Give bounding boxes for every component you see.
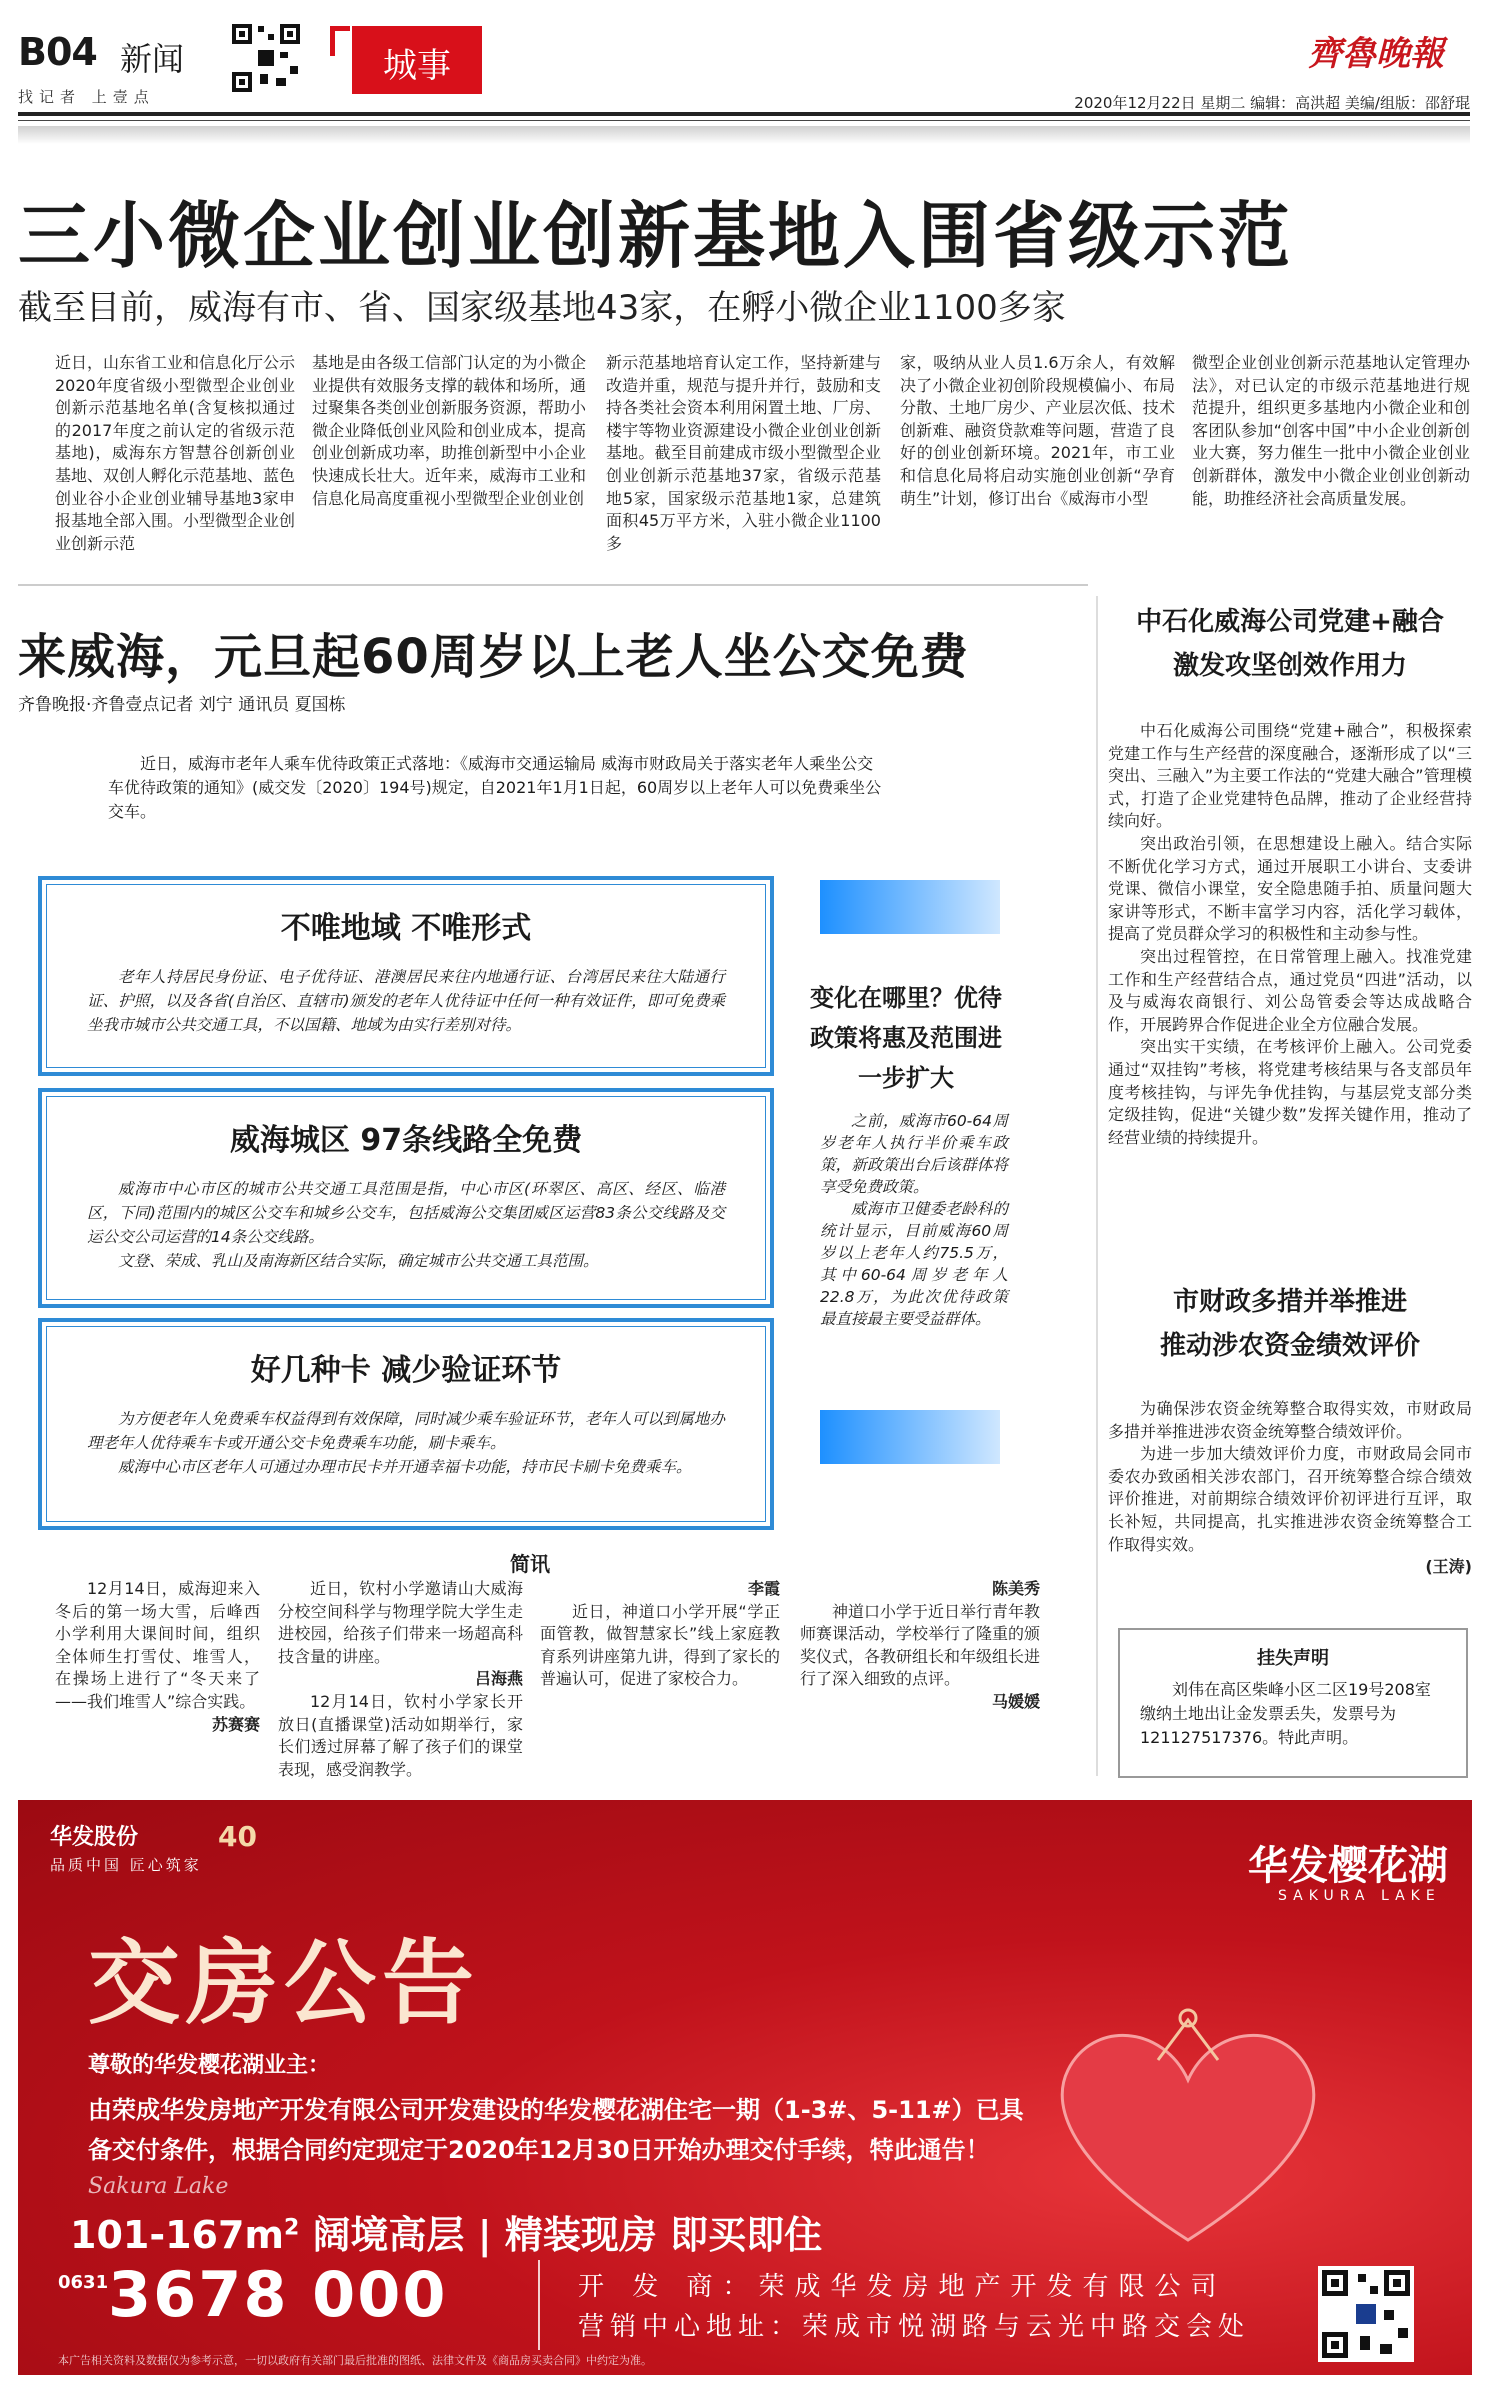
info-box-2-text: 威海市中心市区的城市公共交通工具范围是指，中心市区(环翠区、高区、经区、临港区，下同)范围内的城区公交车和城乡公交车，包括威海公交集团威区运营83条公交线路及交运公交公司运营的14条公交线路。 bbox=[87, 1180, 725, 1246]
story2-headline: 来威海，元旦起60周岁以上老人坐公交免费 bbox=[18, 629, 969, 685]
story1-col-4: 家，吸纳从业人员1.6万余人，有效解决了小微企业初创阶段规模偏小、布局分散、土地厂房少、产业层次低、技术创新难、融资贷款难等问题，营造了良好的创业创新环境。2021年，市工业和信息化局将启动实施创业创新“孕育萌生”计划，修订出台《威海市小型 bbox=[900, 353, 1175, 508]
ad-divider bbox=[538, 2260, 540, 2350]
newspaper-logo: 齊魯晚報 bbox=[1308, 34, 1444, 74]
story4-title-1: 市财政多措并举推进 bbox=[1172, 1287, 1407, 1317]
header-rule bbox=[18, 112, 1470, 116]
side-question: 变化在哪里？优待政策将惠及范围进一步扩大 bbox=[810, 984, 1002, 1092]
ad-project-name: 华发樱花湖 bbox=[1248, 1843, 1448, 1889]
story3-title-1: 中石化威海公司党建+融合 bbox=[1136, 607, 1444, 637]
story3-title-2: 激发攻坚创效作用力 bbox=[1172, 651, 1407, 681]
brief-item-4 bbox=[800, 1578, 1040, 1788]
story3-para-4: 突出实干实绩，在考核评价上融入。公司党委通过“双挂钩”考核，将党建考核结果与各支部员年度考核挂钩，与评先争优挂钩，与基层党支部分类定级挂钩，促进“关键少数”发挥关键作用，推动了经营业绩的持续提升。 bbox=[1108, 1037, 1472, 1147]
ad-title: 交房公告 bbox=[88, 1929, 481, 2037]
brief-3-text: 12月14日，钦村小学家长开放日(直播课堂)活动如期举行，家长们透过屏幕了解了孩子们的课堂表现，感受润教学。 bbox=[278, 1691, 523, 1779]
brief-1-author: 苏赛赛 bbox=[211, 1714, 260, 1734]
side-deco-bar-top bbox=[820, 880, 1000, 934]
side-para-1: 之前，威海市60-64周岁老年人执行半价乘车政策，新政策出台后该群体将享受免费政策。 bbox=[820, 1112, 1008, 1196]
section-name: 新闻 bbox=[120, 40, 185, 78]
ad-developer: 开 发 商：荣成华发房地产开发有限公司 bbox=[578, 2272, 1227, 2302]
info-box-2-text-2: 文登、荣成、乳山及南海新区结合实际，确定城市公共交通工具范围。 bbox=[118, 1252, 599, 1270]
info-box-1-text: 老年人持居民身份证、电子优待证、港澳居民来往内地通行证、台湾居民来往大陆通行证、护照，以及各省(自治区、直辖市)颁发的老年人优待证中任何一种有效证件，即可免费乘坐我市城市公共交通工具，不以国籍、地域为由实行差别对待。 bbox=[87, 968, 725, 1034]
story2-intro: 近日，威海市老年人乘车优待政策正式落地：《威海市交通运输局 威海市财政局关于落实老年人乘坐公交车优待政策的通知》(威交发〔2020〕194号)规定，自2021年1月1日起，60周岁以上老年人可以免费乘坐公交车。 bbox=[108, 754, 882, 821]
heart-icon bbox=[1038, 2000, 1338, 2260]
story1-subhead: 截至目前，威海有市、省、国家级基地43家，在孵小微企业1100多家 bbox=[18, 288, 1066, 328]
lost-notice-title: 挂失声明 bbox=[1257, 1648, 1329, 1669]
section-tag: 城事 bbox=[352, 26, 482, 94]
section-subnote: 找记者 上壹点 bbox=[18, 88, 155, 106]
ad-project-en: SAKURA LAKE bbox=[1278, 1888, 1441, 1904]
story1-headline: 三小微企业创业创新基地入围省级示范 bbox=[18, 194, 1294, 278]
info-box-3-text-2: 威海中心市区老年人可通过办理市民卡并开通幸福卡功能，持市民卡刷卡免费乘车。 bbox=[118, 1458, 692, 1476]
ad-banner bbox=[18, 1800, 1472, 2375]
ad-qr-code-icon bbox=[1318, 2266, 1414, 2362]
ad-sales-address: 营销中心地址：荣成市悦湖路与云光中路交会处 bbox=[578, 2312, 1251, 2342]
story1-col-2: 基地是由各级工信部门认定的为小微企业提供有效服务支撑的载体和场所，通过聚集各类创业创新服务资源，帮助小微企业降低创业风险和创业成本，提高创业创新成功率，助推创新型中小企业快速成长壮大。近年来，威海市工业和信息化局高度重视小型微型企业创业创 bbox=[312, 353, 586, 508]
ad-area-value: 101-167m bbox=[70, 2213, 285, 2257]
ad-anniversary: 40 bbox=[218, 1820, 257, 1853]
brief-5-text: 神道口小学于近日举行青年教师赛课活动，学校举行了隆重的颁奖仪式，各教研组长和年级组长进行了深入细致的点评。 bbox=[800, 1601, 1041, 1689]
story4-para-2: 为进一步加大绩效评价力度，市财政局会同市委农办致函相关涉农部门，召开统筹整合综合绩效评价推进，对前期综合绩效评价初评进行互评，取长补短，共同提高，扎实推进涉农资金统筹整合工作取得实效。 bbox=[1108, 1444, 1472, 1554]
ad-brand-slogan: 品质中国 匠心筑家 bbox=[50, 1856, 202, 1874]
info-box-1-title: 不唯地域 不唯形式 bbox=[280, 911, 532, 946]
brief-2-author: 吕海燕 bbox=[474, 1669, 523, 1689]
story4-body bbox=[1108, 1398, 1472, 1579]
ad-phone: 3678 000 bbox=[108, 2258, 448, 2331]
info-box-1 bbox=[38, 876, 774, 1076]
brief-5-author: 马媛媛 bbox=[991, 1691, 1040, 1711]
side-body bbox=[820, 1110, 1008, 1330]
info-box-3-title: 好几种卡 减少验证环节 bbox=[250, 1353, 562, 1388]
info-box-3 bbox=[38, 1318, 774, 1530]
story4-title-2: 推动涉农资金绩效评价 bbox=[1159, 1331, 1420, 1361]
info-box-2 bbox=[38, 1088, 774, 1308]
story4-author: (王涛) bbox=[1425, 1557, 1472, 1577]
brief-4-text: 近日，神道口小学开展“学正面管教，做智慧家长”线上家庭教育系列讲座第九讲，得到了家长的普遍认可，促进了家校合力。 bbox=[540, 1601, 781, 1689]
brief-2-text: 近日，钦村小学邀请山大威海分校空间科学与物理学院大学生走进校园，给孩子们带来一场超高科技含量的讲座。 bbox=[278, 1579, 523, 1666]
lost-notice-box bbox=[1118, 1628, 1468, 1778]
lost-notice-body: 刘伟在高区柴峰小区二区19号208室缴纳土地出让金发票丢失，发票号为121127517376。特此声明。 bbox=[1140, 1680, 1431, 1747]
story3-body bbox=[1108, 720, 1472, 1149]
ad-salutation: 尊敬的华发樱花湖业主： bbox=[88, 2053, 331, 2078]
briefs-title: 简讯 bbox=[510, 1552, 550, 1576]
brief-1-text: 12月14日，威海迎来入冬后的第一场大雪，后峰西小学利用大课间时间，组织全体师生打雪仗、堆雪人，在操场上进行了“冬天来了——我们堆雪人”综合实践。 bbox=[55, 1579, 260, 1711]
story1-col-1: 近日，山东省工业和信息化厅公示2020年度省级小型微型企业创业创新示范基地名单(含复核拟通过的2017年度之前认定的省级示范基地)，威海东方智慧谷创新创业基地、双创人孵化示范基地、蓝色创业谷小企业创业辅导基地3家申报基地全部入围。小型微型企业创业创新示范 bbox=[55, 353, 296, 553]
ad-area-rest: 阔境高层 | 精装现房 即买即住 bbox=[299, 2213, 823, 2257]
story1-col-3: 新示范基地培育认定工作，坚持新建与改造并重，规范与提升并行，鼓励和支持各类社会资本利用闲置土地、厂房、楼宇等物业资源建设小微企业创业创新基地。截至目前建成市级小型微型企业创业创新示范基地37家，省级示范基地5家，国家级示范基地1家，总建筑面积45万平方米，入驻小微企业1100多 bbox=[606, 353, 881, 553]
brief-item-1 bbox=[55, 1578, 260, 1788]
side-deco-bar-bottom bbox=[820, 1410, 1000, 1464]
story3-headline bbox=[1100, 600, 1480, 688]
story3-para-3: 突出过程管控，在日常管理上融入。找准党建工作和生产经营结合点，通过党员“四进”活动，以及与威海农商银行、刘公岛管委会等达成战略合作，开展跨界合作促进企业全方位融合发展。 bbox=[1108, 946, 1472, 1034]
ad-disclaimer: 本广告相关资料及数据仅为参考示意，一切以政府有关部门最后批准的图纸、法律文件及《商品房买卖合同》中约定为准。 bbox=[58, 2354, 652, 2367]
brief-item-3 bbox=[540, 1578, 780, 1788]
ad-phone-code: 0631 bbox=[58, 2272, 109, 2293]
brief-4-author: 陈美秀 bbox=[991, 1579, 1040, 1598]
ad-brand: 华发股份 bbox=[50, 1825, 139, 1850]
brief-item-2 bbox=[278, 1578, 523, 1788]
qr-code-icon bbox=[230, 22, 302, 94]
story4-para-1: 为确保涉农资金统筹整合取得实效，市财政局多措并举推进涉农资金统筹整合绩效评价。 bbox=[1108, 1399, 1472, 1441]
page-number: B04 bbox=[18, 30, 97, 74]
story1-col-5: 微型企业创业创新示范基地认定管理办法》，对已认定的市级示范基地进行规范提升，组织更多基地内小微企业和创客团队参加“创客中国”中小企业创新创业大赛，努力催生一批中小微企业创业创新群体，激发中小微企业创业创新动能，助推经济社会高质量发展。 bbox=[1192, 353, 1470, 508]
tag-corner bbox=[330, 26, 350, 56]
story3-para-1: 中石化威海公司围绕“党建+融合”，积极探索党建工作与生产经营的深度融合，逐渐形成了以“三突出、三融入”为主要工作法的“党建大融合”管理模式，打造了企业党建特色品牌，推动了企业经营持续向好。 bbox=[1108, 721, 1472, 831]
ad-line-2: 备交付条件，根据合同约定现定于2020年12月30日开始办理交付手续，特此通告！ bbox=[88, 2136, 990, 2164]
column-divider bbox=[1096, 596, 1098, 1776]
brief-3-author: 李霞 bbox=[747, 1579, 780, 1598]
story4-headline bbox=[1100, 1280, 1480, 1368]
side-para-2: 威海市卫健委老龄科的统计显示，目前威海60周岁以上老年人约75.5万，其中60-64周岁老年人22.8万，为此次优待政策最直接最主要受益群体。 bbox=[820, 1200, 1008, 1328]
divider bbox=[18, 584, 1088, 586]
header-shade bbox=[18, 126, 1470, 144]
info-box-3-text: 为方便老年人免费乘车权益得到有效保障，同时减少乘车验证环节，老年人可以到属地办理老年人优待乘车卡或开通公交卡免费乘车功能，刷卡乘车。 bbox=[87, 1410, 725, 1452]
ad-area bbox=[70, 2204, 822, 2259]
info-box-2-title: 威海城区 97条线路全免费 bbox=[229, 1123, 583, 1158]
story3-para-2: 突出政治引领，在思想建设上融入。结合实际不断优化学习方式，通过开展职工小讲台、支委讲党课、微信小课堂，安全隐患随手拍、质量问题大家讲等形式，不断丰富学习内容，活化学习载体，提高了党员群众学习的积极性和主动参与性。 bbox=[1108, 833, 1472, 944]
ad-area-sq: 2 bbox=[284, 2215, 300, 2241]
header-rule-thin bbox=[18, 120, 1470, 121]
ad-line-1: 由荣成华发房地产开发有限公司开发建设的华发樱花湖住宅一期（1-3#、5-11#）已具 bbox=[88, 2096, 1024, 2124]
ad-script: Sakura Lake bbox=[88, 2174, 229, 2199]
story2-byline: 齐鲁晚报·齐鲁壹点记者 刘宁 通讯员 夏国栋 bbox=[18, 695, 346, 715]
issue-meta: 2020年12月22日 星期二 编辑：高洪超 美编/组版：邵舒琨 bbox=[1074, 94, 1470, 112]
